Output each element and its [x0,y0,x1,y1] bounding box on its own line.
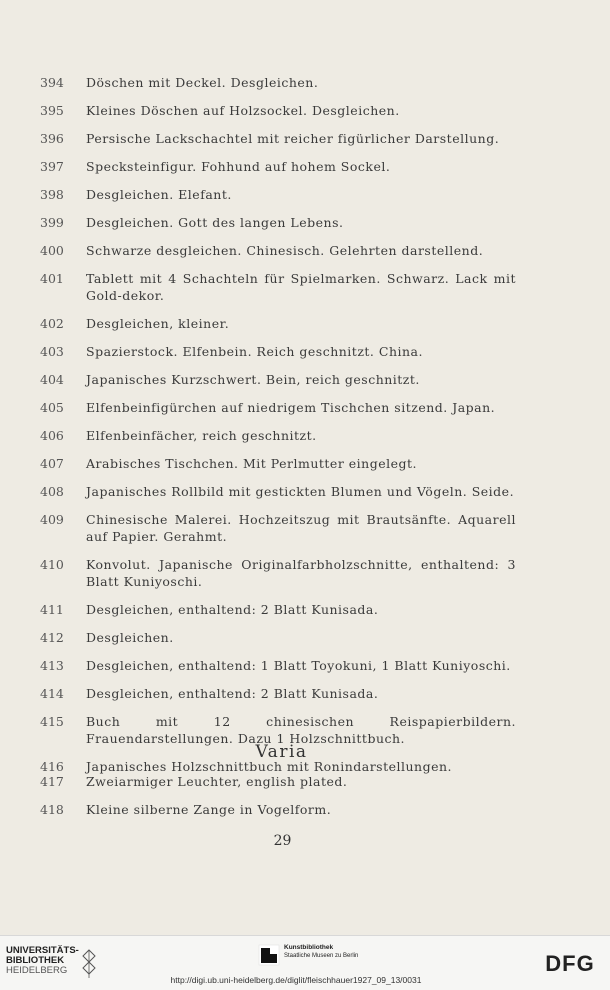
catalog-entry [0,685,610,702]
entry-number: 403 [40,344,64,359]
entry-number: 415 [40,714,64,729]
entry-number: 406 [40,428,64,443]
entry-text: Zweiarmiger Leuchter, english plated. [86,774,348,789]
entry-text: Kleines Döschen auf Holzsockel. Desgleichen. [86,103,400,118]
catalog-entry [0,343,610,360]
entry-text: Döschen mit Deckel. Desgleichen. [86,75,319,90]
entry-text: Kleine silberne Zange in Vogelform. [86,802,332,817]
catalog-entries-varia [0,773,610,829]
entry-number: 418 [40,802,64,817]
entry-number: 396 [40,131,64,146]
entry-text: Desgleichen. Elefant. [86,187,232,202]
entry-number: 417 [40,774,64,789]
entry-number: 399 [40,215,64,230]
entry-text: Chinesische Malerei. Hochzeitszug mit Brautsänfte. Aquarell auf Papier. Gerahmt. [86,512,516,544]
entry-number: 416 [40,759,64,774]
catalog-entry [0,102,610,119]
ub-logo-line1: UNIVERSITÄTS- [6,945,79,956]
catalog-entry [0,455,610,472]
ub-logo-line2: BIBLIOTHEK [6,955,65,966]
catalog-entry [0,511,610,545]
catalog-entry [0,242,610,259]
ub-logo-line3: HEIDELBERG [6,965,68,976]
catalog-entry [0,371,610,388]
entry-number: 405 [40,400,64,415]
entry-number: 407 [40,456,64,471]
catalog-entry [0,601,610,618]
entry-number: 409 [40,512,64,527]
catalog-entry [0,270,610,304]
entry-text: Tablett mit 4 Schachteln für Spielmarken. Schwarz. Lack mit Gold-dekor. [86,271,516,303]
entry-text: Arabisches Tischchen. Mit Perlmutter eingelegt. [86,456,418,471]
footer-bar [0,935,610,990]
entry-number: 408 [40,484,64,499]
catalog-entry [0,315,610,332]
catalog-entry [0,483,610,500]
entry-text: Desgleichen, enthaltend: 2 Blatt Kunisada. [86,602,379,617]
entry-text: Schwarze desgleichen. Chinesisch. Gelehrten darstellend. [86,243,484,258]
entry-number: 398 [40,187,64,202]
entry-number: 400 [40,243,64,258]
catalog-entry [0,801,610,818]
entry-text: Persische Lackschachtel mit reicher figürlicher Darstellung. [86,131,500,146]
dfg-logo [540,952,600,974]
entry-number: 411 [40,602,64,617]
entry-number: 412 [40,630,64,645]
section-heading: Varia [255,742,308,762]
catalog-entry [0,214,610,231]
entry-text: Spazierstock. Elfenbein. Reich geschnitzt. China. [86,344,423,359]
catalog-entry [0,399,610,416]
catalog-entry [0,629,610,646]
entry-text: Elfenbeinfigürchen auf niedrigem Tischchen sitzend. Japan. [86,400,496,415]
catalog-entry [0,186,610,203]
entry-text: Japanisches Rollbild mit gestickten Blumen und Vögeln. Seide. [86,484,515,499]
kunstbibliothek-subtitle: Staatliche Museen zu Berlin [284,953,359,959]
page-number: 29 [273,833,292,849]
entry-number: 394 [40,75,64,90]
kunstbibliothek-emblem-icon [258,944,280,966]
entry-number: 395 [40,103,64,118]
entry-number: 413 [40,658,64,673]
entry-text: Elfenbeinfächer, reich geschnitzt. [86,428,317,443]
kunstbibliothek-title: Kunstbibliothek [284,944,334,951]
catalog-entry [0,556,610,590]
entry-text: Konvolut. Japanische Originalfarbholzschnitte, enthaltend: 3 Blatt Kuniyoschi. [86,557,516,589]
source-url[interactable]: http://digi.ub.uni-heidelberg.de/diglit/fleischhauer1927_09_13/0031 [170,975,422,985]
entry-text: Specksteinfigur. Fohhund auf hohem Sockel. [86,159,391,174]
entry-text: Desgleichen, enthaltend: 1 Blatt Toyokuni, 1 Blatt Kuniyoschi. [86,658,511,673]
entry-number: 402 [40,316,64,331]
entry-number: 397 [40,159,64,174]
entry-number: 414 [40,686,64,701]
entry-text: Desgleichen. [86,630,174,645]
entry-text: Desgleichen, kleiner. [86,316,230,331]
catalog-entries [0,74,610,786]
catalog-entry [0,657,610,674]
dfg-logo-text: DFG [545,952,595,974]
catalog-entry [0,158,610,175]
catalog-entry [0,74,610,91]
entry-text: Japanisches Kurzschwert. Bein, reich geschnitzt. [86,372,420,387]
entry-number: 404 [40,372,64,387]
entry-text: Desgleichen, enthaltend: 2 Blatt Kunisada. [86,686,379,701]
kunstbibliothek-logo [258,944,358,966]
entry-number: 401 [40,271,64,286]
entry-text: Desgleichen. Gott des langen Lebens. [86,215,344,230]
catalog-entry [0,130,610,147]
catalog-entry [0,427,610,444]
entry-text: Japanisches Holzschnittbuch mit Ronindarstellungen. [86,759,453,774]
entry-text: Buch mit 12 chinesischen Reispapierbildern. Frauendarstellungen. Dazu 1 Holzschnittbuch. [86,714,516,746]
catalog-entry [0,773,610,790]
entry-number: 410 [40,557,64,572]
